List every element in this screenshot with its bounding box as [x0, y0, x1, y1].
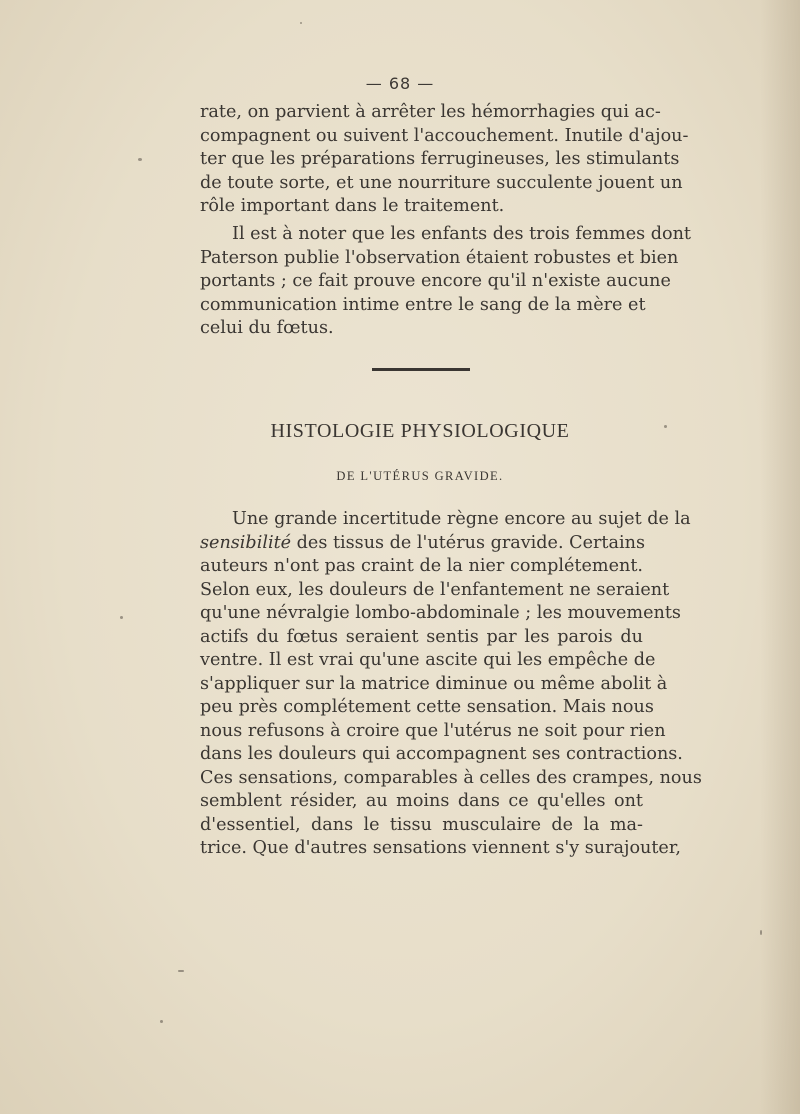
- paper-speck: [120, 616, 123, 619]
- text-line: ventre. Il est vrai qu'une ascite qui les empêche de: [200, 650, 656, 670]
- paper-speck: [138, 158, 142, 161]
- text-line: actifs du fœtus seraient sentis par les parois du: [200, 626, 643, 647]
- text-line: trice. Que d'autres sensations viennent s'y surajouter,: [200, 838, 681, 858]
- paper-speck: [664, 425, 667, 428]
- section-heading: HISTOLOGIE PHYSIOLOGIQUE: [270, 420, 570, 442]
- text-line: rôle important dans le traitement.: [200, 196, 505, 216]
- text-line: d'essentiel, dans le tissu musculaire de la ma-: [200, 814, 643, 835]
- text-line: communication intime entre le sang de la mère et: [200, 294, 646, 315]
- page-edge-shadow: [760, 0, 800, 1114]
- section-subheading: DE L'UTÉRUS GRAVIDE.: [336, 469, 504, 483]
- text-line: Une grande incertitude règne encore au sujet de la: [232, 509, 691, 529]
- text-line: Il est à noter que les enfants des trois femmes dont: [232, 224, 691, 244]
- text-line: nous refusons à croire que l'utérus ne soit pour rien: [200, 720, 666, 741]
- paragraph-3: [200, 508, 702, 861]
- text-line: semblent résider, au moins dans ce qu'elles ont: [200, 791, 643, 811]
- text-line: compagnent ou suivent l'accouchement. Inutile d'ajou-: [200, 125, 689, 146]
- text-line: rate, on parvient à arrêter les hémorrhagies qui ac-: [200, 102, 661, 122]
- paragraph-1: [200, 101, 689, 219]
- text-line: Paterson publie l'observation étaient robustes et bien: [200, 247, 679, 268]
- text-line: de toute sorte, et une nourriture succulente jouent un: [200, 172, 683, 193]
- text-line: ter que les préparations ferrugineuses, les stimulants: [200, 149, 680, 169]
- paragraph-2: [200, 223, 691, 341]
- text-line: s'appliquer sur la matrice diminue ou même abolit à: [200, 673, 668, 694]
- text-line: dans les douleurs qui accompagnent ses contractions.: [200, 744, 683, 764]
- text-line-mixed: [200, 532, 643, 556]
- text-fragment: des tissus de l'utérus gravide. Certains: [291, 532, 645, 553]
- text-line: peu près complétement cette sensation. Mais nous: [200, 697, 654, 717]
- text-line: auteurs n'ont pas craint de la nier complétement.: [200, 556, 643, 576]
- text-line: Ces sensations, comparables à celles des crampes, nous: [200, 767, 702, 788]
- text-line: celui du fœtus.: [200, 318, 334, 338]
- text-line: portants ; ce fait prouve encore qu'il n'existe aucune: [200, 271, 671, 291]
- paper-speck: [178, 970, 184, 972]
- section-divider: [372, 368, 470, 371]
- paper-speck: [160, 1020, 163, 1023]
- text-line: Selon eux, les douleurs de l'enfantement ne seraient: [200, 579, 670, 600]
- paper-speck: [300, 22, 302, 24]
- text-line: qu'une névralgie lombo-abdominale ; les mouvements: [200, 603, 681, 623]
- italic-term: sensibilité: [200, 532, 292, 553]
- page-number: — 68 —: [365, 74, 435, 93]
- paper-speck: [760, 930, 762, 935]
